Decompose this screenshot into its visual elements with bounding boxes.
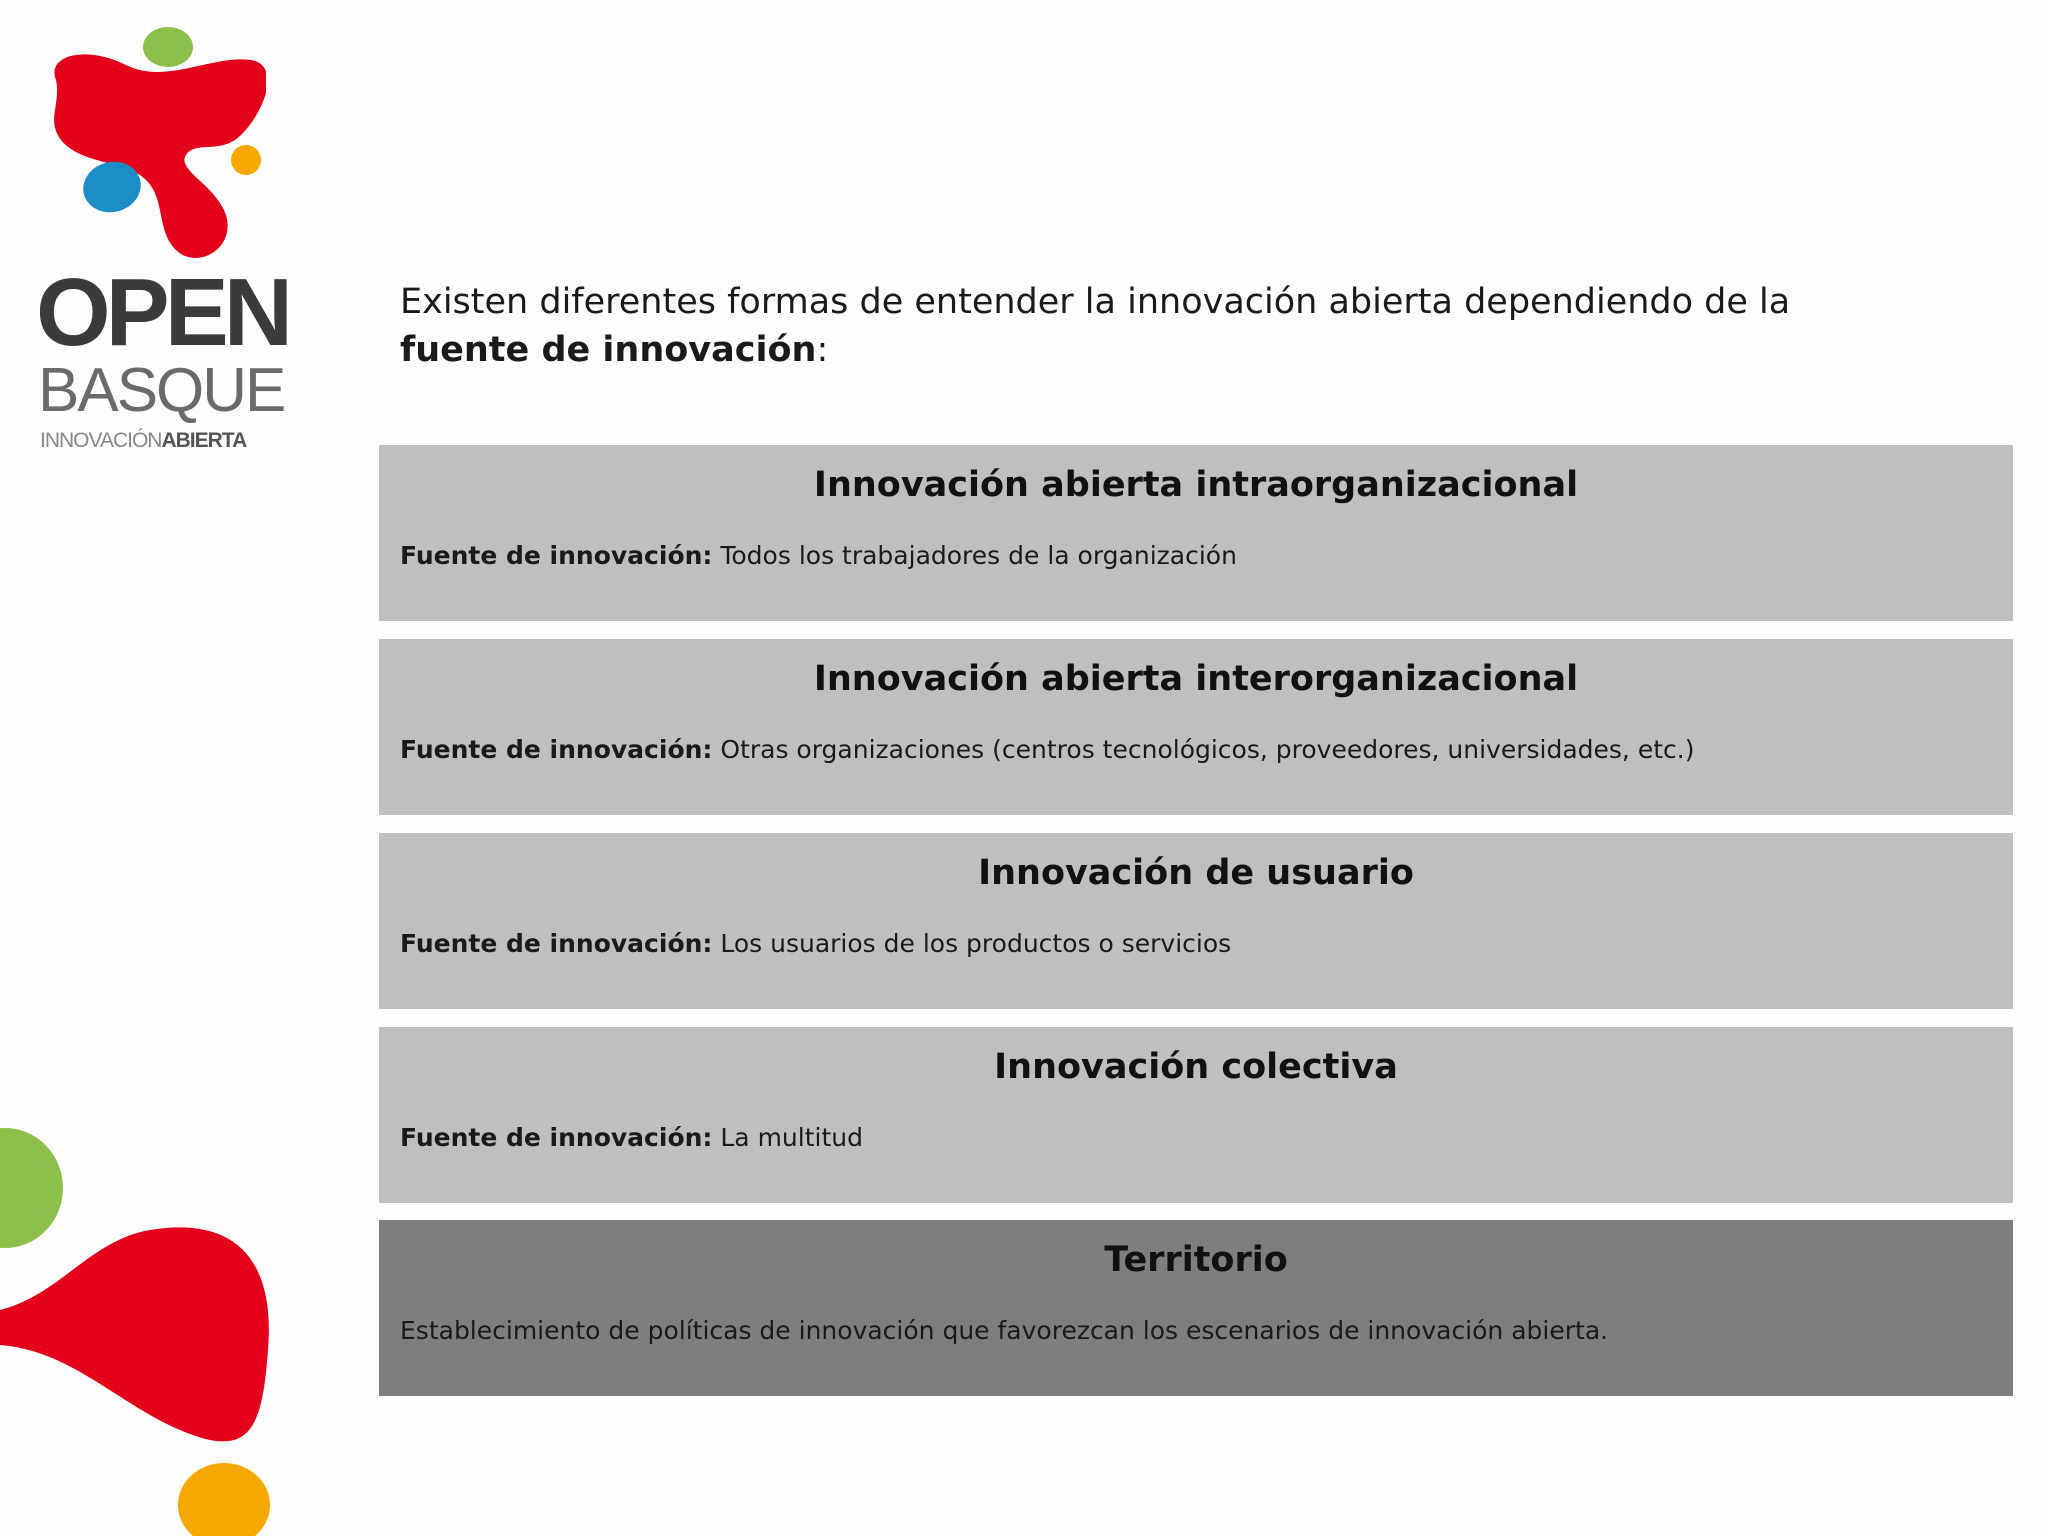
card-body: [400, 733, 1993, 767]
logo-blob-icon: [36, 20, 266, 260]
card-text: La multitud: [712, 1123, 863, 1152]
open-basque-logo: [36, 20, 296, 452]
card-body: [400, 1121, 1993, 1155]
intro-text-before: Existen diferentes formas de entender la innovación abierta dependiendo de la: [400, 282, 1791, 322]
card-body: [400, 1314, 1993, 1348]
logo-tagline-b: ABIERTA: [161, 429, 247, 452]
card-label: Fuente de innovación:: [400, 929, 713, 958]
card-label: Fuente de innovación:: [400, 1123, 713, 1152]
card-label: Fuente de innovación:: [400, 735, 713, 764]
intro-text: [400, 278, 1880, 374]
card-title: Innovación abierta intraorganizacional: [813, 465, 1579, 505]
card-title: Innovación de usuario: [978, 853, 1414, 893]
intro-text-after: :: [816, 330, 829, 370]
card-title: Innovación colectiva: [994, 1047, 1398, 1087]
card-text: Todos los trabajadores de la organización: [712, 541, 1237, 570]
logo-tagline: [40, 430, 246, 451]
card-title: Innovación abierta interorganizacional: [813, 659, 1579, 699]
card-text: Los usuarios de los productos o servicios: [712, 929, 1232, 958]
card-body: [400, 539, 1993, 573]
card-colectiva: [379, 1027, 2013, 1203]
card-label: Fuente de innovación:: [400, 541, 713, 570]
card-text: Otras organizaciones (centros tecnológicos, proveedores, universidades, etc.): [712, 735, 1695, 764]
logo-word-open: OPEN: [36, 259, 289, 366]
logo-tagline-a: INNOVACIÓN: [40, 429, 162, 452]
decorative-blobs-icon: [0, 1100, 300, 1536]
logo-word-basque: BASQUE: [38, 356, 285, 425]
card-interorganizacional: [379, 639, 2013, 815]
card-territorio: [379, 1220, 2013, 1396]
card-intraorganizacional: [379, 445, 2013, 621]
card-title: Territorio: [1104, 1240, 1288, 1280]
intro-text-bold: fuente de innovación: [400, 330, 817, 370]
card-text: Establecimiento de políticas de innovación que favorezcan los escenarios de innovación abierta.: [400, 1316, 1609, 1345]
card-body: [400, 927, 1993, 961]
card-usuario: [379, 833, 2013, 1009]
